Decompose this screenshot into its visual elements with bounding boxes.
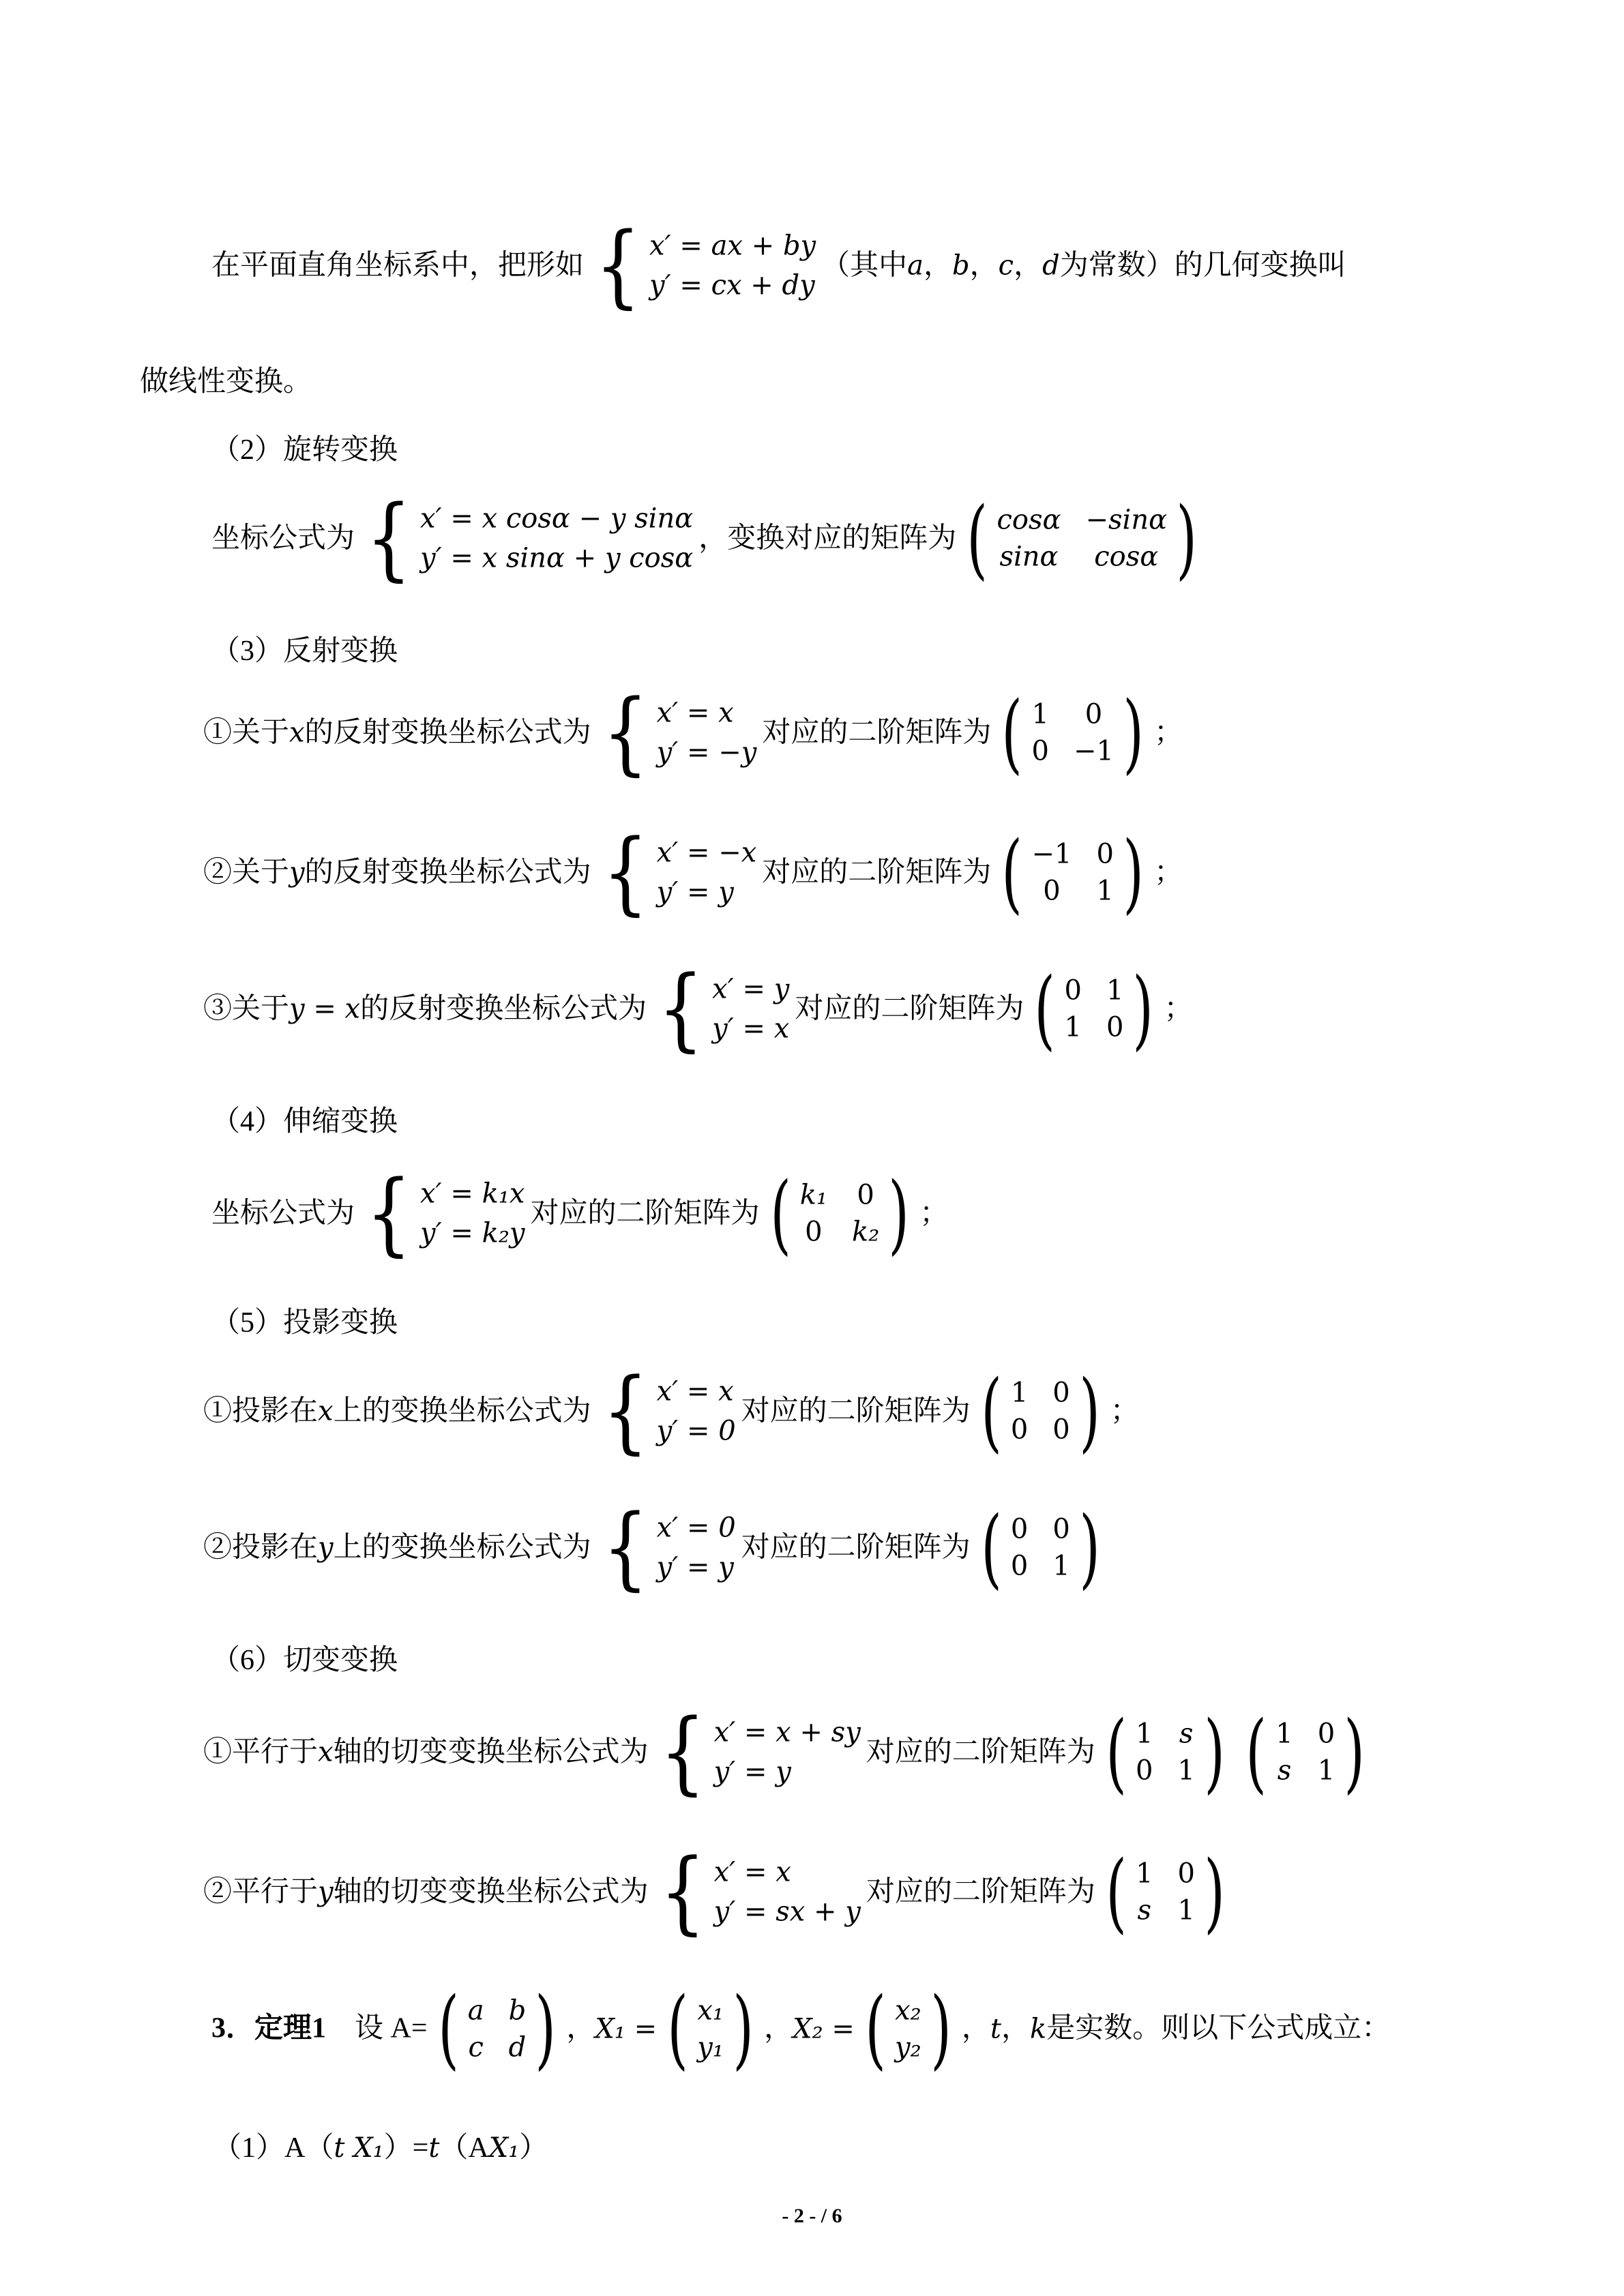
equation-system [654,1699,861,1805]
math-run: y [318,1876,334,1908]
matrix-cell: 0 [1052,1414,1070,1446]
matrix-cell: 0 [1043,875,1061,907]
text-run: ， [969,250,999,282]
matrix [859,1978,958,2079]
matrix-cell: s [1179,1718,1194,1750]
equation-line: y′ = sx + y [713,1896,861,1928]
matrix-cells [1029,836,1116,910]
math-run: x [289,717,305,749]
left-paren-glyph: ( [865,1978,886,2079]
equation-system [589,213,816,318]
matrix-cell: 1 [1275,1718,1293,1750]
text-run: ①平行于 [203,1736,319,1768]
content-row [211,633,398,670]
math-run: d [1042,250,1060,282]
content-row [211,1104,398,1140]
matrix-cells [1273,1716,1338,1789]
matrix-cell: sinα [999,541,1059,573]
right-paren-glyph: ) [888,1163,910,1264]
left-paren-glyph: ( [1001,822,1023,923]
text-run: ①投影在 [203,1395,319,1427]
matrix-cell: cosα [996,504,1061,536]
math-run: t X₁ [334,2132,384,2164]
content-row [203,1839,1235,1945]
math-run: t [990,2012,1001,2044]
text-run: 对应的二阶矩阵为 [762,717,992,749]
text-run: 的反射变换坐标公式为 [360,993,647,1025]
right-paren-glyph: ) [535,1978,557,2079]
text-run: ， [566,2012,595,2044]
matrix-cell: 0 [1084,698,1103,730]
text-run: ； [1164,993,1193,1025]
matrix-cell: k₂ [851,1216,880,1248]
equation-system [597,680,757,786]
left-paren-glyph: ( [966,488,988,589]
equation-line: y′ = x [712,1013,790,1045]
matrix-cell: k₁ [799,1179,827,1211]
right-paren-glyph: ) [733,1978,754,2079]
math-run: x [318,1395,334,1427]
text-run: 是实数。则以下公式成立： [1046,2012,1391,2044]
right-paren-glyph: ) [1176,488,1197,589]
page-footer: - 2 - / 6 [782,2205,842,2227]
matrix-cell: 1 [1136,1858,1153,1890]
equation-system [360,1161,525,1266]
matrix-cell: 0 [1010,1414,1029,1446]
content-row [203,956,1193,1062]
content-row [211,486,1207,591]
matrix-cell: 1 [1064,1011,1082,1043]
text-run: （A [439,2132,489,2164]
text-run: ， [961,2012,990,2044]
left-brace-glyph: { [602,820,649,925]
matrix-cell: y₁ [697,2031,724,2063]
matrix-cell: 1 [1317,1755,1335,1787]
matrix-cell: 1 [1177,1894,1195,1926]
text-run: 上的变换坐标公式为 [333,1532,591,1564]
matrix-cell: y₂ [895,2031,921,2063]
left-paren-glyph: ( [981,1361,1002,1462]
content-row [211,213,1346,318]
matrix-cell: 0 [1010,1513,1029,1545]
left-paren-glyph: ( [1106,1702,1127,1803]
equation-line: x′ = 0 [656,1512,736,1544]
matrix-cell: 0 [1135,1755,1153,1787]
right-paren-glyph: ) [1344,1702,1365,1803]
matrix-cell: s [1137,1894,1152,1926]
left-brace-glyph: { [602,680,649,786]
matrix-cell: 1 [1052,1550,1070,1582]
text-run: （3）反射变换 [211,635,398,667]
text-run: ①关于 [203,717,290,749]
equation-line: y′ = y [656,1551,734,1583]
left-brace-glyph: { [366,1161,412,1266]
text-run: 的反射变换坐标公式为 [304,717,591,749]
text-run: 轴的切变变换坐标公式为 [333,1876,649,1908]
matrix-cells [1133,1716,1198,1789]
text-run: ）= [383,2132,429,2164]
matrix-cells [1008,1511,1073,1585]
matrix-cells [797,1177,883,1251]
math-run: X₁ = [595,2012,658,2044]
equation-line: x′ = x [656,1375,734,1407]
text-run: 坐标公式为 [211,522,355,554]
equation-line: y′ = y [656,876,734,908]
text-run: ； [1154,717,1183,749]
text-run: ， [924,250,953,282]
matrix-cell: 0 [1031,735,1049,767]
equation-line: x′ = x cosα − y sinα [420,503,694,535]
matrix-cells [1008,1375,1073,1448]
matrix-cell: 0 [1052,1377,1070,1409]
right-paren-glyph: ) [1079,1361,1100,1462]
text-run: ） [519,2132,548,2164]
content-row [203,1358,1139,1464]
matrix-cells [1133,1855,1198,1929]
left-brace-glyph: { [660,1839,706,1945]
math-run: y = x [289,993,361,1025]
equation-line: y′ = x sinα + y cosα [420,542,694,574]
text-run: （其中 [821,250,908,282]
text-run: 做线性变换。 [140,366,312,398]
matrix-cell: 0 [1177,1858,1195,1890]
text-run: ③关于 [203,993,290,1025]
math-run: c [998,250,1014,282]
left-paren-glyph: ( [769,1163,791,1264]
matrix-cell: 0 [1096,838,1114,870]
matrix [1028,959,1160,1060]
equation-system [360,486,694,591]
content-row [203,680,1183,786]
text-run: ②平行于 [203,1876,319,1908]
text-run: 上的变换坐标公式为 [333,1395,591,1427]
math-run: k [1029,2012,1047,2044]
left-brace-glyph: { [658,956,704,1062]
equation-lines [657,833,757,912]
text-run: 3．定理1 [211,2012,327,2044]
math-run: X₂ = [793,2012,855,2044]
content-row [203,1699,1375,1805]
right-paren-glyph: ) [1132,959,1154,1060]
text-run: ，变换对应的矩阵为 [698,522,957,554]
matrix-cell: 1 [1031,698,1049,730]
matrix-cell: x₂ [895,1994,921,2026]
text-run: 设 A= [326,2012,428,2044]
left-brace-glyph: { [659,1699,706,1805]
left-paren-glyph: ( [667,1978,688,2079]
equation-line: x′ = x [713,1856,791,1888]
text-run: ②投影在 [203,1532,319,1564]
text-run: ， [1014,250,1043,282]
matrix [960,488,1203,589]
text-run: ， [1001,2012,1030,2044]
content-row [140,364,312,400]
equation-line: y′ = y [713,1756,791,1788]
text-run: 对应的二阶矩阵为 [866,1736,1095,1768]
equation-lines [420,1174,525,1253]
equation-system [652,956,790,1062]
left-paren-glyph: ( [981,1497,1002,1598]
matrix-cell: c [468,2031,484,2063]
matrix-cell: 1 [1010,1377,1029,1409]
math-run: X₁ [488,2132,520,2164]
equation-system [597,1358,736,1464]
equation-line: x′ = −x [656,837,757,869]
left-brace-glyph: { [602,1358,649,1464]
right-paren-glyph: ) [1204,1842,1225,1943]
equation-system [654,1839,861,1945]
text-run: （5）投影变换 [211,1307,398,1339]
text-run: 对应的二阶矩阵为 [866,1876,1095,1908]
equation-lines [657,1372,736,1451]
equation-lines [649,226,816,305]
equation-system [597,1495,736,1600]
equation-lines [714,1853,861,1932]
matrix-cell: −1 [1073,735,1114,767]
equation-lines [420,499,693,578]
matrix-cell: 1 [1135,1718,1153,1750]
matrix-cells [892,1992,924,2066]
matrix-cell: a [467,1994,484,2026]
left-paren-glyph: ( [1106,1842,1127,1943]
matrix-cell: x₁ [697,1994,724,2026]
matrix-cells [465,1992,529,2066]
equation-line: x′ = k₁x [420,1178,525,1210]
equation-line: x′ = x + sy [713,1716,861,1748]
text-run: ； [919,1197,949,1229]
left-paren-glyph: ( [437,1978,459,2079]
equation-lines [657,694,757,773]
matrix-cell: 1 [1106,974,1124,1007]
content-row [203,1495,1110,1600]
equation-line: x′ = ax + by [649,230,816,262]
content-row [211,1643,398,1679]
text-run: （2）旋转变换 [211,434,398,466]
text-run: ； [1110,1395,1139,1427]
content-row [203,820,1183,925]
text-run: 对应的二阶矩阵为 [741,1532,971,1564]
equation-line: y′ = −y [656,736,757,769]
matrix [995,822,1150,923]
text-run: （1）A（ [213,2132,334,2164]
text-run: 的反射变换坐标公式为 [304,856,591,889]
matrix [1099,1842,1231,1943]
text-run: 对应的二阶矩阵为 [530,1197,760,1229]
content-row [211,1978,1391,2079]
matrix [661,1978,760,2079]
equation-lines [657,1508,736,1587]
equation-line: y′ = 0 [656,1415,736,1447]
text-run: 对应的二阶矩阵为 [741,1395,971,1427]
matrix [1099,1702,1231,1803]
text-run: ②关于 [203,856,290,889]
matrix-cell: s [1277,1755,1292,1787]
math-run: b [952,250,970,282]
math-run: y [318,1532,334,1564]
content-row [211,1161,949,1266]
equation-line: x′ = x [656,697,734,729]
text-run: 轴的切变变换坐标公式为 [333,1736,649,1768]
equation-system [597,820,757,925]
matrix-cell: 1 [1096,875,1114,907]
matrix-cell: 0 [857,1179,874,1211]
math-run: y [289,856,305,889]
matrix-cells [694,1992,726,2066]
matrix [432,1978,563,2079]
left-brace-glyph: { [595,213,641,318]
equation-line: y′ = k₂y [420,1217,525,1249]
matrix-cell: 1 [1177,1755,1195,1787]
right-paren-glyph: ) [1123,683,1144,784]
matrix-cell: −sinα [1085,504,1168,536]
text-run: （4）伸缩变换 [211,1105,398,1137]
right-paren-glyph: ) [930,1978,951,2079]
left-paren-glyph: ( [1245,1702,1267,1803]
matrix [975,1497,1106,1598]
left-brace-glyph: { [366,486,412,591]
text-run: 坐标公式为 [211,1197,355,1229]
right-paren-glyph: ) [1079,1497,1100,1598]
matrix-cell: −1 [1031,838,1072,870]
text-run: 为常数）的几何变换叫 [1059,250,1346,282]
matrix-cell: cosα [1094,541,1159,573]
matrix [1239,1702,1371,1803]
text-run: ， [764,2012,793,2044]
equation-lines [714,1713,861,1792]
matrix-cells [1062,972,1127,1046]
matrix-cells [1029,696,1117,770]
matrix [764,1163,916,1264]
equation-lines [712,970,789,1049]
right-paren-glyph: ) [1123,822,1144,923]
matrix-cells [994,502,1170,576]
content-row [211,1305,398,1341]
text-run: ； [1154,856,1183,889]
equation-line: y′ = cx + dy [649,269,815,301]
matrix-cell: b [508,1994,527,2026]
left-brace-glyph: { [602,1495,649,1600]
math-run: a [907,250,924,282]
left-paren-glyph: ( [1001,683,1023,784]
text-run: （6）切变变换 [211,1644,398,1676]
text-run: 在平面直角坐标系中，把形如 [211,250,585,282]
matrix-cell: 0 [1317,1718,1335,1750]
matrix [975,1361,1106,1462]
matrix-cell: 0 [1052,1513,1070,1545]
math-run: x [318,1736,334,1768]
right-paren-glyph: ) [1204,1702,1225,1803]
matrix-cell: 0 [1106,1011,1124,1043]
math-run: t [428,2132,440,2164]
text-run: 对应的二阶矩阵为 [795,993,1024,1025]
equation-line: x′ = y [712,973,790,1005]
content-row [213,2130,548,2166]
matrix [995,683,1150,784]
matrix-cell: d [508,2031,527,2063]
matrix-cell: 0 [1064,974,1082,1007]
text-run: 对应的二阶矩阵为 [762,856,992,889]
left-paren-glyph: ( [1034,959,1056,1060]
content-row [211,432,398,468]
matrix-cell: 0 [1010,1550,1029,1582]
matrix-cell: 0 [805,1216,823,1248]
